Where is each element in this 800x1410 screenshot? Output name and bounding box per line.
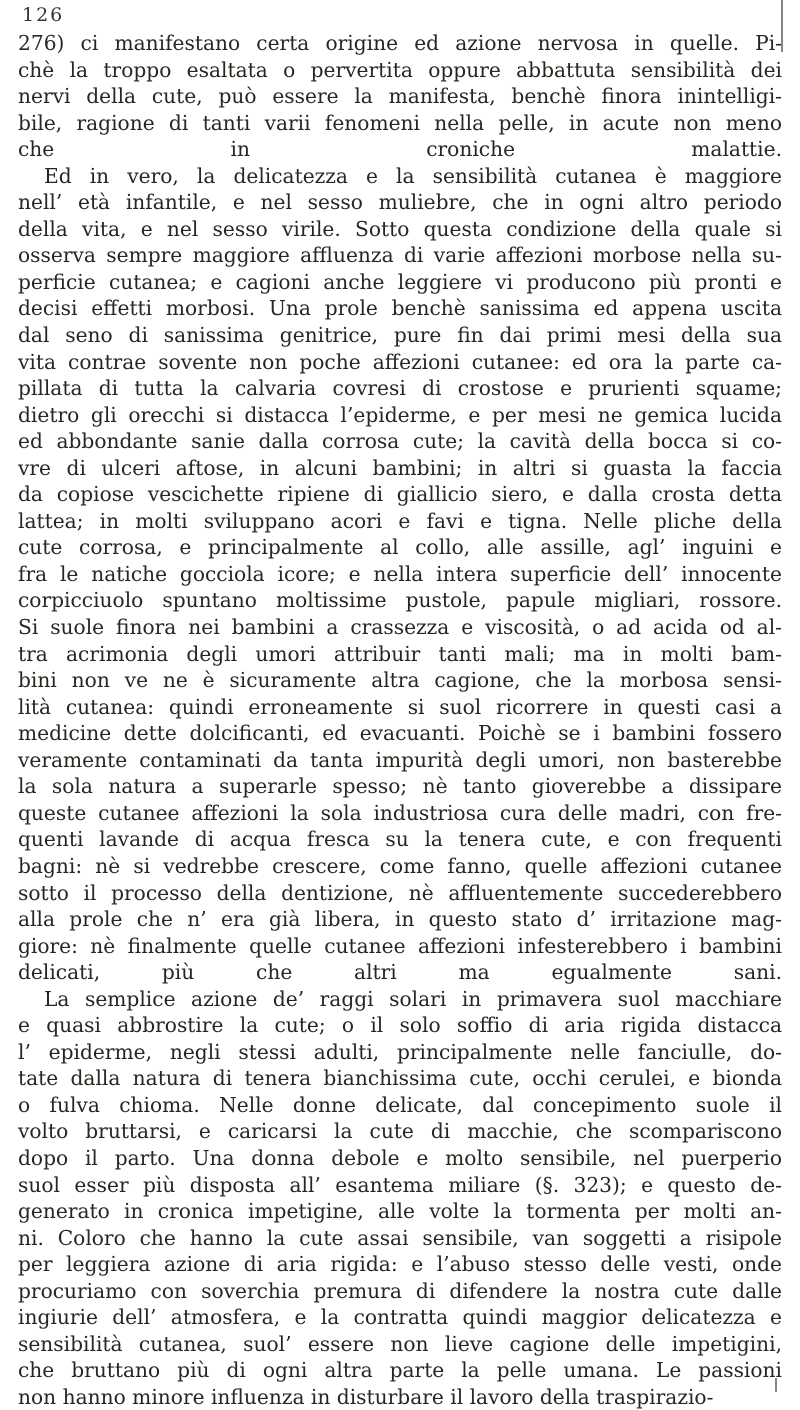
text-line: dopo il parto. Una donna debole e molto sensibile, nel puerperio <box>18 1145 782 1170</box>
text-line: sensibilità cutanea, suol’ essere non lieve cagione delle impetigini, <box>18 1331 782 1356</box>
text-line: e quasi abbrostire la cute; o il solo soffio di aria rigida distacca <box>18 1013 782 1038</box>
text-line: volto bruttarsi, e caricarsi la cute di macchie, che scompariscono <box>18 1119 782 1144</box>
text-line: procuriamo con soverchia premura di difendere la nostra cute dalle <box>18 1278 782 1303</box>
text-line: quenti lavande di acqua fresca su la tenera cute, e con frequenti <box>18 827 782 852</box>
text-line: o fulva chioma. Nelle donne delicate, dal concepimento suole il <box>18 1092 782 1117</box>
text-line: bagni: nè si vedrebbe crescere, come fanno, quelle affezioni cutanee <box>18 853 782 878</box>
text-line: per leggiera azione di aria rigida: e l’abuso stesso delle vesti, onde <box>18 1252 782 1277</box>
text-line: generato in cronica impetigine, alle volte la tormenta per molti an- <box>18 1199 782 1224</box>
text-line: alla prole che n’ era già libera, in questo stato d’ irritazione mag- <box>18 907 782 932</box>
text-line: decisi effetti morbosi. Una prole benchè sanissima ed appena uscita <box>18 296 782 321</box>
text-line: dal seno di sanissima genitrice, pure fin dai primi mesi della sua <box>18 323 782 348</box>
text-line: che bruttano più di ogni altra parte la pelle umana. Le passioni <box>18 1358 782 1383</box>
text-line: lattea; in molti sviluppano acori e favi e tigna. Nelle pliche della <box>18 508 782 533</box>
text-line: medicine dette dolcificanti, ed evacuanti. Poichè se i bambini fossero <box>18 721 782 746</box>
text-line: che in croniche malattie. <box>18 137 782 162</box>
body-text <box>18 30 782 1410</box>
text-line: delicati, più che altri ma egualmente sani. <box>18 960 782 985</box>
text-line: bini non ve ne è sicuramente altra cagione, che la morbosa sensi- <box>18 668 782 693</box>
text-line: osserva sempre maggiore affluenza di varie affezioni morbose nella su- <box>18 243 782 268</box>
text-line: la sola natura a superarle spesso; nè tanto gioverebbe a dissipare <box>18 774 782 799</box>
text-line: pillata di tutta la calvaria covresi di crostose e prurienti squame; <box>18 376 782 401</box>
text-line: perficie cutanea; e cagioni anche leggiere vi producono più pronti e <box>18 269 782 294</box>
text-line: giore: nè finalmente quelle cutanee affezioni infesterebbero i bambini <box>18 933 782 958</box>
text-line: nervi della cute, può essere la manifesta, benchè finora inintelligi- <box>18 84 782 109</box>
text-line: da copiose vescichette ripiene di giallicio siero, e dalla crosta detta <box>18 482 782 507</box>
text-line: chè la troppo esaltata o pervertita oppure abbattuta sensibilità dei <box>18 57 782 82</box>
text-line: fra le natiche gocciola icore; e nella intera superficie dell’ innocente <box>18 561 782 586</box>
text-line: Si suole finora nei bambini a crassezza e viscosità, o ad acida od al- <box>18 615 782 640</box>
text-line: dietro gli orecchi si distacca l’epiderme, e per mesi ne gemica lucida <box>18 402 782 427</box>
text-line: suol esser più disposta all’ esantema miliare (§. 323); e questo de- <box>18 1172 782 1197</box>
text-line: nell’ età infantile, e nel sesso muliebre, che in ogni altro periodo <box>18 190 782 215</box>
text-line: sotto il processo della dentizione, nè affluentemente succederebbero <box>18 880 782 905</box>
text-line: corpicciuolo spuntano moltissime pustole, papule migliari, rossore. <box>18 588 782 613</box>
text-line: della vita, e nel sesso virile. Sotto questa condizione della quale si <box>18 216 782 241</box>
text-line: tate dalla natura di tenera bianchissima cute, occhi cerulei, e bionda <box>18 1066 782 1091</box>
text-line: queste cutanee affezioni la sola industriosa cura delle madri, con fre- <box>18 800 782 825</box>
text-line: veramente contaminati da tanta impurità degli umori, non basterebbe <box>18 747 782 772</box>
text-line: vita contrae sovente non poche affezioni cutanee: ed ora la parte ca- <box>18 349 782 374</box>
text-line: ni. Coloro che hanno la cute assai sensibile, van soggetti a risipole <box>18 1225 782 1250</box>
text-line: La semplice azione de’ raggi solari in primavera suol macchiare <box>44 986 782 1011</box>
text-line: tra acrimonia degli umori attribuir tanti mali; ma in molti bam- <box>18 641 782 666</box>
text-line: 276) ci manifestano certa origine ed azione nervosa in quelle. Pi- <box>18 31 782 55</box>
page-number: 126 <box>22 4 65 26</box>
text-line: cute corrosa, e principalmente al collo, alle assille, agl’ inguini e <box>18 535 782 560</box>
text-line: lità cutanea: quindi erroneamente si suol ricorrere in questi casi a <box>18 694 782 719</box>
text-line: Ed in vero, la delicatezza e la sensibilità cutanea è maggiore <box>44 163 782 188</box>
text-line: l’ epiderme, negli stessi adulti, principalmente nelle fanciulle, do- <box>18 1039 782 1064</box>
text-line: ingiurie dell’ atmosfera, e la contratta quindi maggior delicatezza e <box>18 1305 782 1330</box>
text-line: ed abbondante sanie dalla corrosa cute; la cavità della bocca si co- <box>18 429 782 454</box>
text-line: vre di ulceri aftose, in alcuni bambini; in altri si guasta la faccia <box>18 455 782 480</box>
text-line: non hanno minore influenza in disturbare il lavoro della traspirazio- <box>18 1384 714 1409</box>
text-line: bile, ragione di tanti varii fenomeni nella pelle, in acute non meno <box>18 110 782 135</box>
